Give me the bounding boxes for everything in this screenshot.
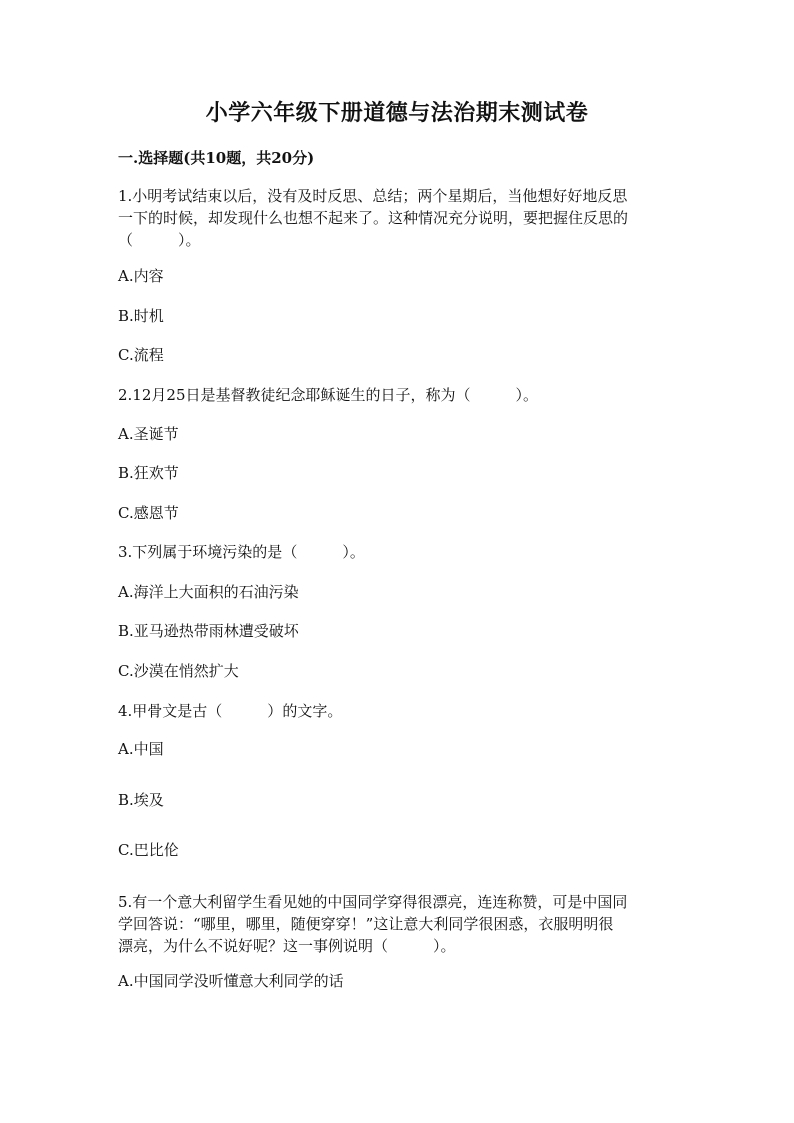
question-1-option-b: B.时机 — [118, 307, 164, 325]
question-3-option-c: C.沙漠在悄然扩大 — [118, 662, 239, 680]
question-2-option-c: C.感恩节 — [118, 504, 179, 522]
question-4-option-b: B.埃及 — [118, 791, 164, 809]
question-2-option-b: B.狂欢节 — [118, 464, 179, 482]
question-3-option-b: B.亚马逊热带雨林遭受破坏 — [118, 622, 299, 640]
section-heading: 一.选择题(共10题，共20分) — [118, 149, 315, 167]
question-1-line-2: 一下的时候，却发现什么也想不起来了。这种情况充分说明，要把握住反思的 — [118, 209, 629, 227]
question-1-line-3: （ ）。 — [118, 231, 201, 249]
question-1-line-1: 1.小明考试结束以后，没有及时反思、总结；两个星期后，当他想好好地反思 — [118, 187, 628, 205]
question-5-line-2: 学回答说：“哪里，哪里，随便穿穿！”这让意大利同学很困惑，衣服明明很 — [118, 915, 614, 933]
question-1-option-c: C.流程 — [118, 346, 164, 364]
question-4-line-1: 4.甲骨文是古（ ）的文字。 — [118, 702, 343, 720]
question-2-line-1: 2.12月25日是基督教徒纪念耶稣诞生的日子，称为（ ）。 — [118, 386, 538, 404]
question-2-option-a: A.圣诞节 — [118, 425, 179, 443]
question-3-line-1: 3.下列属于环境污染的是（ ）。 — [118, 543, 365, 561]
question-4-option-a: A.中国 — [118, 740, 164, 758]
question-5-line-1: 5.有一个意大利留学生看见她的中国同学穿得很漂亮，连连称赞，可是中国同 — [118, 893, 628, 911]
question-1-option-a: A.内容 — [118, 267, 164, 285]
question-3-option-a: A.海洋上大面积的石油污染 — [118, 583, 299, 601]
question-5-line-3: 漂亮，为什么不说好呢？这一事例说明（ ）。 — [118, 937, 456, 955]
page-title: 小学六年级下册道德与法治期末测试卷 — [205, 100, 589, 126]
question-5-option-a: A.中国同学没听懂意大利同学的话 — [118, 972, 344, 990]
question-4-option-c: C.巴比伦 — [118, 841, 179, 859]
